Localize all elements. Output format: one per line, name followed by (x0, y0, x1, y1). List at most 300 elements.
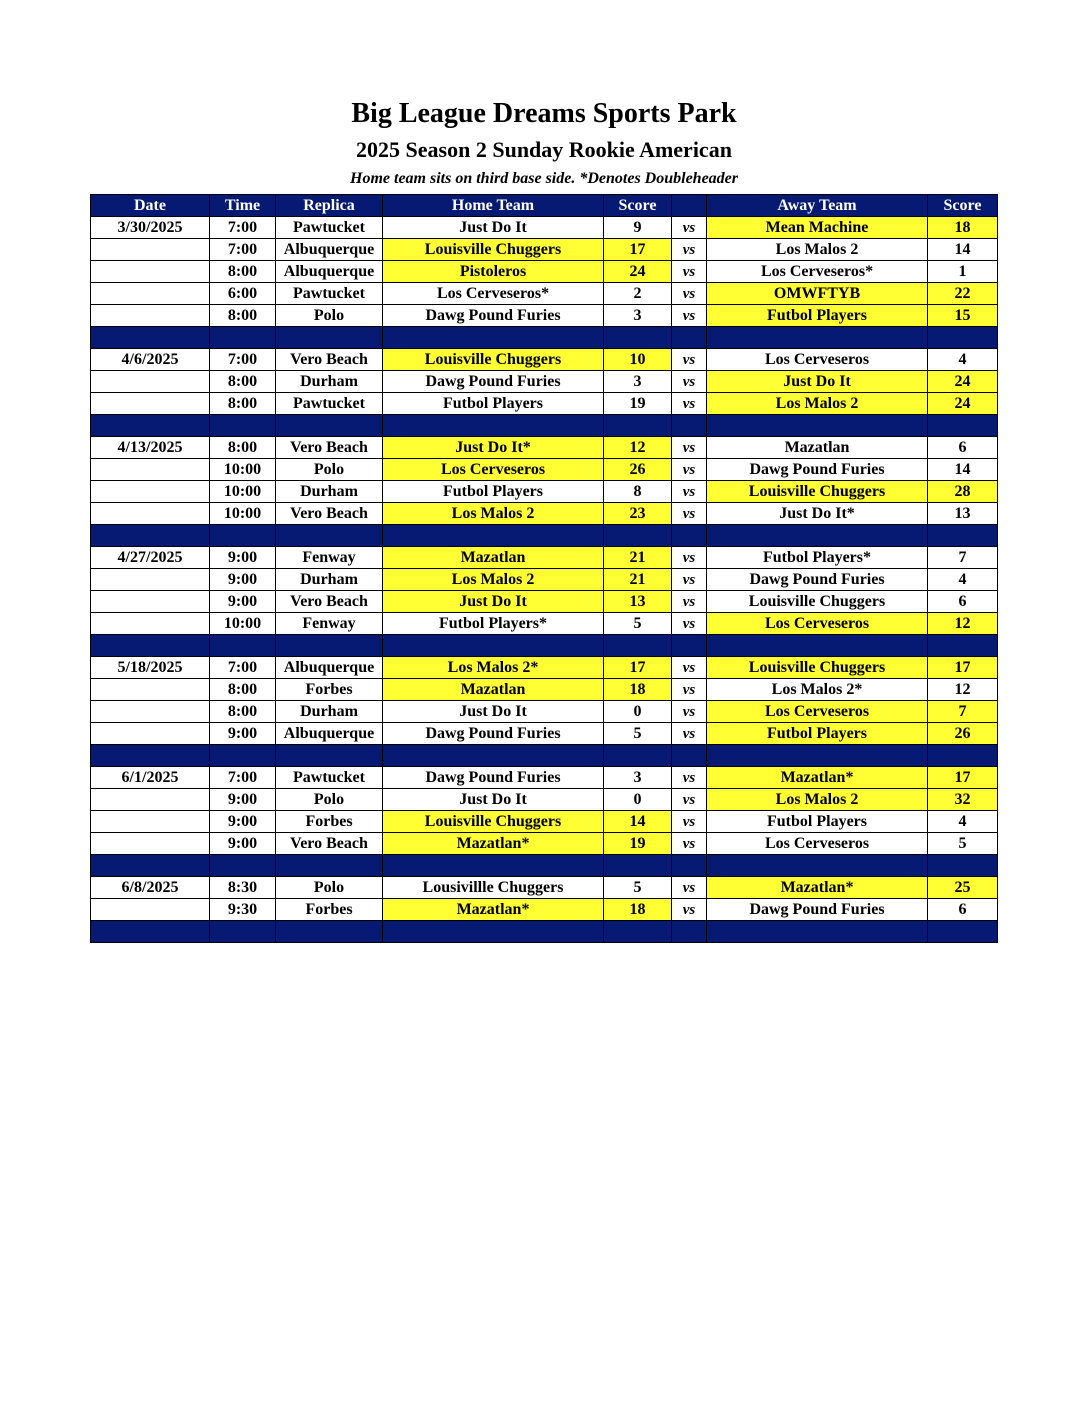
away-score: 14 (928, 239, 998, 261)
separator-cell (604, 921, 672, 943)
table-row (91, 547, 998, 569)
separator-cell (91, 327, 210, 349)
game-replica: Fenway (276, 613, 383, 635)
separator-cell (604, 327, 672, 349)
vs-label: vs (672, 613, 707, 635)
game-time: 8:00 (210, 371, 276, 393)
separator-row (91, 921, 998, 943)
home-score: 3 (604, 767, 672, 789)
col-header-replica: Replica (276, 195, 383, 217)
away-team: Dawg Pound Furies (707, 459, 928, 481)
game-replica: Albuquerque (276, 239, 383, 261)
home-team: Dawg Pound Furies (383, 767, 604, 789)
away-score: 4 (928, 811, 998, 833)
away-team: Futbol Players (707, 305, 928, 327)
table-row (91, 239, 998, 261)
away-team: Louisville Chuggers (707, 591, 928, 613)
game-replica: Polo (276, 459, 383, 481)
game-time: 8:00 (210, 679, 276, 701)
home-team: Louisville Chuggers (383, 349, 604, 371)
vs-label: vs (672, 239, 707, 261)
home-team: Futbol Players* (383, 613, 604, 635)
game-time: 10:00 (210, 459, 276, 481)
separator-cell (276, 327, 383, 349)
game-time: 10:00 (210, 503, 276, 525)
separator-cell (91, 635, 210, 657)
game-replica: Forbes (276, 811, 383, 833)
away-team: Futbol Players (707, 811, 928, 833)
vs-label: vs (672, 283, 707, 305)
game-replica: Pawtucket (276, 283, 383, 305)
separator-cell (210, 921, 276, 943)
away-team: Just Do It* (707, 503, 928, 525)
home-score: 18 (604, 899, 672, 921)
game-time: 7:00 (210, 349, 276, 371)
table-row (91, 811, 998, 833)
game-time: 8:00 (210, 261, 276, 283)
away-team: Mean Machine (707, 217, 928, 239)
game-date (91, 481, 210, 503)
home-team: Louisville Chuggers (383, 239, 604, 261)
away-score: 7 (928, 701, 998, 723)
game-replica: Albuquerque (276, 261, 383, 283)
game-time: 9:00 (210, 811, 276, 833)
home-score: 21 (604, 569, 672, 591)
home-score: 19 (604, 833, 672, 855)
home-team: Mazatlan* (383, 899, 604, 921)
separator-cell (383, 635, 604, 657)
home-score: 0 (604, 701, 672, 723)
vs-label: vs (672, 371, 707, 393)
game-time: 8:30 (210, 877, 276, 899)
game-date (91, 305, 210, 327)
separator-row (91, 635, 998, 657)
game-date (91, 261, 210, 283)
game-time: 9:00 (210, 591, 276, 613)
away-score: 14 (928, 459, 998, 481)
vs-label: vs (672, 723, 707, 745)
table-row (91, 723, 998, 745)
separator-cell (276, 745, 383, 767)
game-replica: Vero Beach (276, 503, 383, 525)
game-time: 8:00 (210, 393, 276, 415)
away-team: Los Cerveseros (707, 833, 928, 855)
away-team: Mazatlan (707, 437, 928, 459)
away-team: Los Cerveseros (707, 349, 928, 371)
table-row (91, 613, 998, 635)
table-row (91, 569, 998, 591)
vs-label: vs (672, 899, 707, 921)
game-replica: Durham (276, 569, 383, 591)
table-row (91, 877, 998, 899)
game-date (91, 371, 210, 393)
game-date (91, 833, 210, 855)
separator-cell (928, 921, 998, 943)
game-date (91, 723, 210, 745)
away-score: 15 (928, 305, 998, 327)
home-team: Mazatlan (383, 679, 604, 701)
game-replica: Durham (276, 701, 383, 723)
game-date (91, 591, 210, 613)
table-row (91, 701, 998, 723)
separator-cell (383, 415, 604, 437)
home-team: Los Malos 2 (383, 569, 604, 591)
separator-cell (210, 635, 276, 657)
game-replica: Pawtucket (276, 393, 383, 415)
home-score: 17 (604, 657, 672, 679)
separator-cell (928, 855, 998, 877)
schedule-note: Home team sits on third base side. *Denotes Doubleheader (350, 170, 738, 187)
table-row (91, 503, 998, 525)
separator-cell (707, 745, 928, 767)
away-team: Mazatlan* (707, 877, 928, 899)
game-replica: Albuquerque (276, 723, 383, 745)
separator-cell (707, 635, 928, 657)
vs-label: vs (672, 767, 707, 789)
away-score: 17 (928, 767, 998, 789)
away-team: Dawg Pound Furies (707, 899, 928, 921)
game-time: 10:00 (210, 481, 276, 503)
away-score: 4 (928, 569, 998, 591)
game-date (91, 393, 210, 415)
game-time: 7:00 (210, 657, 276, 679)
game-replica: Vero Beach (276, 591, 383, 613)
col-header-home-score: Score (604, 195, 672, 217)
game-time: 7:00 (210, 217, 276, 239)
game-time: 10:00 (210, 613, 276, 635)
home-score: 0 (604, 789, 672, 811)
home-score: 13 (604, 591, 672, 613)
home-team: Los Malos 2* (383, 657, 604, 679)
away-team: Los Malos 2 (707, 789, 928, 811)
game-date (91, 569, 210, 591)
separator-cell (672, 525, 707, 547)
vs-label: vs (672, 833, 707, 855)
home-score: 5 (604, 877, 672, 899)
separator-cell (928, 525, 998, 547)
home-score: 3 (604, 305, 672, 327)
schedule-body (91, 217, 998, 943)
separator-cell (604, 525, 672, 547)
home-score: 5 (604, 613, 672, 635)
game-date (91, 239, 210, 261)
home-score: 9 (604, 217, 672, 239)
page-title: Big League Dreams Sports Park (351, 98, 737, 129)
home-score: 23 (604, 503, 672, 525)
separator-cell (210, 415, 276, 437)
separator-cell (383, 855, 604, 877)
game-time: 9:30 (210, 899, 276, 921)
home-team: Just Do It (383, 217, 604, 239)
separator-cell (383, 525, 604, 547)
separator-cell (707, 855, 928, 877)
table-row (91, 349, 998, 371)
separator-cell (276, 855, 383, 877)
separator-row (91, 327, 998, 349)
separator-cell (276, 415, 383, 437)
home-score: 17 (604, 239, 672, 261)
col-header-home-team: Home Team (383, 195, 604, 217)
vs-label: vs (672, 503, 707, 525)
home-team: Mazatlan* (383, 833, 604, 855)
separator-cell (928, 327, 998, 349)
game-replica: Vero Beach (276, 437, 383, 459)
home-score: 10 (604, 349, 672, 371)
separator-cell (604, 415, 672, 437)
separator-cell (672, 415, 707, 437)
away-score: 13 (928, 503, 998, 525)
separator-cell (210, 855, 276, 877)
separator-cell (383, 921, 604, 943)
table-row (91, 767, 998, 789)
away-team: Los Malos 2* (707, 679, 928, 701)
game-replica: Albuquerque (276, 657, 383, 679)
home-team: Futbol Players (383, 481, 604, 503)
vs-label: vs (672, 877, 707, 899)
game-time: 8:00 (210, 701, 276, 723)
vs-label: vs (672, 305, 707, 327)
game-date: 4/27/2025 (91, 547, 210, 569)
table-row (91, 459, 998, 481)
game-date: 6/8/2025 (91, 877, 210, 899)
game-date: 4/6/2025 (91, 349, 210, 371)
home-score: 5 (604, 723, 672, 745)
away-team: Dawg Pound Furies (707, 569, 928, 591)
away-score: 32 (928, 789, 998, 811)
away-score: 6 (928, 899, 998, 921)
away-score: 5 (928, 833, 998, 855)
table-row (91, 371, 998, 393)
game-time: 8:00 (210, 305, 276, 327)
separator-cell (672, 745, 707, 767)
away-score: 17 (928, 657, 998, 679)
page-subtitle: 2025 Season 2 Sunday Rookie American (356, 137, 732, 162)
away-score: 6 (928, 591, 998, 613)
separator-row (91, 745, 998, 767)
game-replica: Pawtucket (276, 217, 383, 239)
table-row (91, 305, 998, 327)
table-row (91, 789, 998, 811)
table-row (91, 591, 998, 613)
game-date (91, 789, 210, 811)
home-team: Just Do It (383, 591, 604, 613)
away-score: 12 (928, 613, 998, 635)
home-team: Futbol Players (383, 393, 604, 415)
away-team: Just Do It (707, 371, 928, 393)
game-time: 6:00 (210, 283, 276, 305)
game-date (91, 811, 210, 833)
separator-cell (672, 327, 707, 349)
vs-label: vs (672, 701, 707, 723)
separator-cell (604, 635, 672, 657)
table-row (91, 393, 998, 415)
away-team: Los Cerveseros (707, 613, 928, 635)
home-team: Dawg Pound Furies (383, 305, 604, 327)
game-date (91, 283, 210, 305)
home-score: 8 (604, 481, 672, 503)
game-time: 9:00 (210, 547, 276, 569)
separator-cell (707, 415, 928, 437)
home-score: 26 (604, 459, 672, 481)
away-team: Mazatlan* (707, 767, 928, 789)
separator-cell (383, 745, 604, 767)
game-replica: Forbes (276, 899, 383, 921)
separator-row (91, 855, 998, 877)
home-team: Los Cerveseros* (383, 283, 604, 305)
separator-cell (210, 525, 276, 547)
home-score: 18 (604, 679, 672, 701)
away-team: Futbol Players* (707, 547, 928, 569)
vs-label: vs (672, 811, 707, 833)
col-header-vs (672, 195, 707, 217)
away-team: Futbol Players (707, 723, 928, 745)
separator-row (91, 525, 998, 547)
game-replica: Vero Beach (276, 349, 383, 371)
separator-cell (276, 525, 383, 547)
table-row (91, 283, 998, 305)
table-row (91, 481, 998, 503)
schedule-table (90, 194, 998, 943)
separator-cell (91, 855, 210, 877)
col-header-time: Time (210, 195, 276, 217)
away-score: 28 (928, 481, 998, 503)
home-score: 2 (604, 283, 672, 305)
separator-cell (928, 745, 998, 767)
vs-label: vs (672, 679, 707, 701)
home-score: 14 (604, 811, 672, 833)
separator-cell (672, 635, 707, 657)
home-team: Lousivillle Chuggers (383, 877, 604, 899)
away-team: Los Malos 2 (707, 239, 928, 261)
game-replica: Fenway (276, 547, 383, 569)
home-team: Just Do It (383, 701, 604, 723)
away-score: 24 (928, 393, 998, 415)
game-date: 5/18/2025 (91, 657, 210, 679)
vs-label: vs (672, 657, 707, 679)
vs-label: vs (672, 393, 707, 415)
home-team: Dawg Pound Furies (383, 371, 604, 393)
home-team: Dawg Pound Furies (383, 723, 604, 745)
separator-cell (91, 745, 210, 767)
game-replica: Polo (276, 789, 383, 811)
vs-label: vs (672, 789, 707, 811)
home-score: 3 (604, 371, 672, 393)
vs-label: vs (672, 547, 707, 569)
game-time: 7:00 (210, 239, 276, 261)
separator-cell (672, 855, 707, 877)
away-score: 26 (928, 723, 998, 745)
game-replica: Durham (276, 371, 383, 393)
table-row (91, 261, 998, 283)
col-header-away-score: Score (928, 195, 998, 217)
separator-cell (91, 921, 210, 943)
game-time: 9:00 (210, 833, 276, 855)
away-team: Louisville Chuggers (707, 481, 928, 503)
separator-cell (91, 415, 210, 437)
home-team: Mazatlan (383, 547, 604, 569)
vs-label: vs (672, 481, 707, 503)
game-date (91, 899, 210, 921)
table-row (91, 899, 998, 921)
home-team: Los Malos 2 (383, 503, 604, 525)
home-score: 21 (604, 547, 672, 569)
away-score: 1 (928, 261, 998, 283)
separator-cell (707, 525, 928, 547)
away-score: 22 (928, 283, 998, 305)
away-score: 24 (928, 371, 998, 393)
separator-cell (928, 415, 998, 437)
away-score: 4 (928, 349, 998, 371)
separator-cell (604, 745, 672, 767)
vs-label: vs (672, 569, 707, 591)
game-replica: Pawtucket (276, 767, 383, 789)
vs-label: vs (672, 217, 707, 239)
table-row (91, 217, 998, 239)
separator-cell (210, 327, 276, 349)
vs-label: vs (672, 261, 707, 283)
away-team: Los Cerveseros* (707, 261, 928, 283)
separator-cell (672, 921, 707, 943)
home-score: 12 (604, 437, 672, 459)
separator-cell (210, 745, 276, 767)
separator-cell (707, 921, 928, 943)
home-team: Los Cerveseros (383, 459, 604, 481)
game-time: 9:00 (210, 569, 276, 591)
game-date (91, 679, 210, 701)
game-date (91, 701, 210, 723)
away-score: 6 (928, 437, 998, 459)
away-score: 18 (928, 217, 998, 239)
separator-cell (383, 327, 604, 349)
col-header-away-team: Away Team (707, 195, 928, 217)
separator-cell (707, 327, 928, 349)
game-replica: Forbes (276, 679, 383, 701)
table-row (91, 657, 998, 679)
away-team: OMWFTYB (707, 283, 928, 305)
vs-label: vs (672, 591, 707, 613)
game-replica: Polo (276, 305, 383, 327)
vs-label: vs (672, 459, 707, 481)
separator-cell (928, 635, 998, 657)
col-header-date: Date (91, 195, 210, 217)
away-team: Los Cerveseros (707, 701, 928, 723)
game-date (91, 503, 210, 525)
separator-row (91, 415, 998, 437)
game-date: 4/13/2025 (91, 437, 210, 459)
away-score: 25 (928, 877, 998, 899)
separator-cell (276, 635, 383, 657)
away-team: Los Malos 2 (707, 393, 928, 415)
separator-cell (91, 525, 210, 547)
game-replica: Polo (276, 877, 383, 899)
game-date (91, 459, 210, 481)
game-time: 9:00 (210, 789, 276, 811)
game-replica: Durham (276, 481, 383, 503)
game-time: 8:00 (210, 437, 276, 459)
away-score: 7 (928, 547, 998, 569)
away-team: Louisville Chuggers (707, 657, 928, 679)
home-team: Just Do It* (383, 437, 604, 459)
game-date (91, 613, 210, 635)
home-team: Pistoleros (383, 261, 604, 283)
vs-label: vs (672, 437, 707, 459)
header-row (91, 195, 998, 217)
game-replica: Vero Beach (276, 833, 383, 855)
home-score: 19 (604, 393, 672, 415)
separator-cell (604, 855, 672, 877)
table-row (91, 437, 998, 459)
separator-cell (276, 921, 383, 943)
